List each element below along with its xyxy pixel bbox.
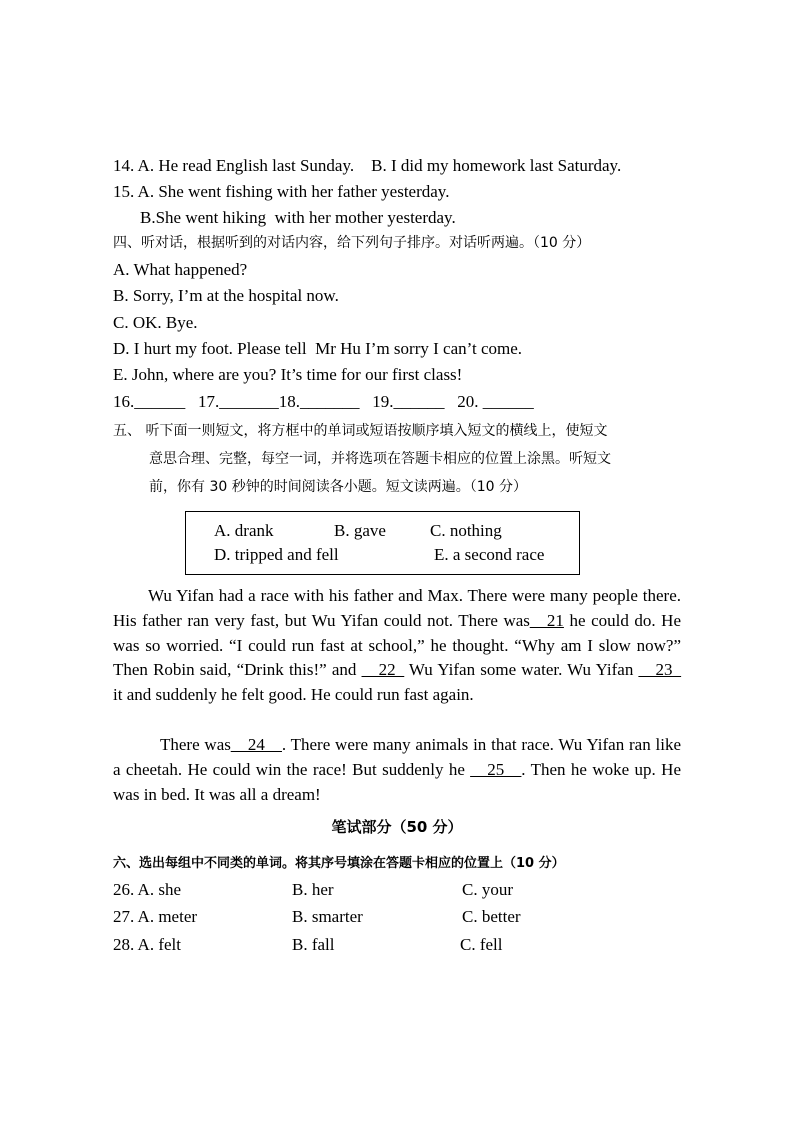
section-6-heading: 六、选出每组中不同类的单词。将其序号填涂在答题卡相应的位置上（10 分） (113, 856, 565, 871)
sentence-d: D. I hurt my foot. Please tell Mr Hu I’m sorry I can’t come. (113, 339, 523, 358)
question-28-option-a: 28. A. felt (113, 935, 181, 954)
question-28-option-c: C. fell (460, 935, 503, 954)
story-text: . There were many animals in that race. Wu Yifan ran like a cheetah. He could win the race! But suddenly he (113, 735, 681, 779)
question-28-option-b: B. fall (292, 935, 335, 954)
section-4-heading: 四、听对话，根据听到的对话内容，给下列句子排序。对话听两遍。（10 分） (113, 235, 591, 251)
option-b: B. gave (334, 521, 386, 540)
question-15-option-a: 15. A. She went fishing with her father yesterday. (113, 182, 450, 201)
question-26-option-b: B. her (292, 880, 334, 899)
blank-21: __21 (529, 610, 564, 630)
blank-25: __25__ (470, 759, 522, 779)
question-27-option-c: C. better (462, 907, 521, 926)
story-text: he could do. He was so worried. “I could run fast at school,” he thought. “Why am I slow now?” Then Robin said, “Drink this!” and (113, 610, 681, 680)
story-paragraph-2 (113, 733, 681, 807)
story-text: Wu Yifan some water. Wu Yifan (404, 660, 639, 680)
sentence-b: B. Sorry, I’m at the hospital now. (113, 286, 339, 305)
story-text: Wu Yifan had a race with his father and Max. There were many people there. His father ran very fast, but Wu Yifan could not. There was (113, 586, 681, 630)
sentence-c: C. OK. Bye. (113, 313, 198, 332)
option-a: A. drank (214, 521, 274, 540)
question-26-option-a: 26. A. she (113, 880, 181, 899)
story-text: . Then he woke up. He was in bed. It was all a dream! (113, 759, 682, 804)
question-27-option-b: B. smarter (292, 907, 363, 926)
written-part-title: 笔试部分（50 分） (331, 818, 463, 836)
story-text: it and suddenly he felt good. He could run fast again. (113, 685, 474, 705)
option-e: E. a second race (434, 545, 545, 564)
blank-22: __22_ (361, 660, 405, 680)
story-paragraph-1 (113, 584, 681, 708)
question-14: 14. A. He read English last Sunday. B. I did my homework last Saturday. (113, 156, 622, 175)
question-15-option-b: B.She went hiking with her mother yesterday. (140, 208, 456, 227)
question-26-option-c: C. your (462, 880, 513, 899)
section-5-heading-line-2: 意思合理、完整，每空一词，并将选项在答题卡相应的位置上涂黑。听短文 (149, 451, 611, 467)
question-27-option-a: 27. A. meter (113, 907, 198, 926)
word-options-box (185, 511, 580, 575)
sentence-a: A. What happened? (113, 260, 248, 279)
blank-24: __24__ (230, 735, 282, 754)
section-5-heading-line-1: 五、 听下面一则短文，将方框中的单词或短语按顺序填入短文的横线上，使短文 (113, 423, 608, 439)
sentence-e: E. John, where are you? It’s time for our first class! (113, 365, 463, 384)
option-c: C. nothing (430, 521, 502, 540)
answer-blanks-16-20: 16.______ 17._______18._______ 19.______ 20. ______ (113, 392, 534, 411)
blank-23: __23_ (638, 660, 681, 680)
story-text: There was (160, 735, 231, 754)
option-d: D. tripped and fell (214, 545, 339, 564)
section-5-heading-line-3: 前，你有 30 秒钟的时间阅读各小题。短文读两遍。（10 分） (149, 479, 527, 495)
